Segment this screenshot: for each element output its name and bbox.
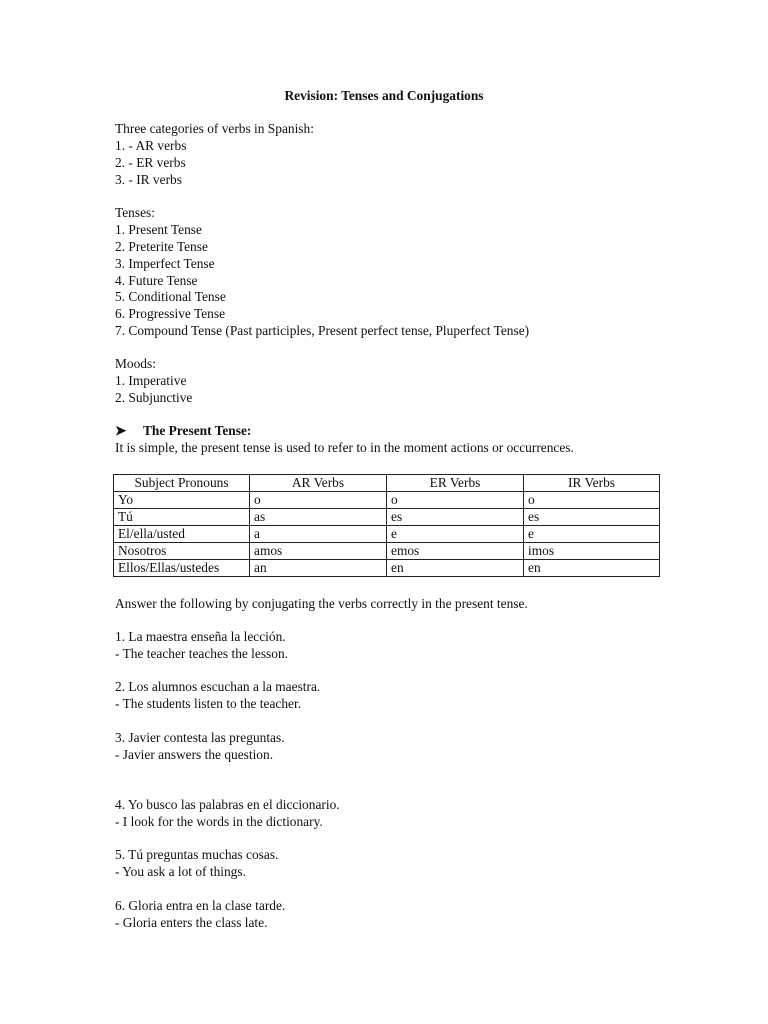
table-cell: emos — [387, 543, 524, 560]
table-header-cell: ER Verbs — [387, 475, 524, 492]
category-item: 2. - ER verbs — [115, 155, 186, 170]
exercise-english: - I look for the words in the dictionary. — [115, 814, 323, 829]
table-header-cell: AR Verbs — [250, 475, 387, 492]
exercise-spanish: 1. La maestra enseña la lección. — [115, 629, 286, 644]
tenses-label: Tenses: — [115, 205, 155, 220]
table-cell: El/ella/usted — [114, 526, 250, 543]
table-row — [114, 492, 660, 509]
table-row — [114, 543, 660, 560]
exercise-spanish: 4. Yo busco las palabras en el diccionario. — [115, 797, 340, 812]
exercise-english: - The students listen to the teacher. — [115, 696, 302, 711]
table-header-cell: Subject Pronouns — [114, 475, 250, 492]
exercise-english: - Javier answers the question. — [115, 747, 274, 762]
moods-label: Moods: — [115, 356, 156, 371]
table-cell: en — [387, 560, 524, 577]
category-item: 1. - AR verbs — [115, 138, 187, 153]
table-cell: e — [387, 526, 524, 543]
document-title: Revision: Tenses and Conjugations — [284, 88, 484, 103]
exercise-intro: Answer the following by conjugating the verbs correctly in the present tense. — [115, 596, 528, 611]
exercise-english: - You ask a lot of things. — [115, 864, 246, 879]
categories-intro: Three categories of verbs in Spanish: — [115, 121, 314, 136]
present-tense-heading-text: The Present Tense: — [143, 423, 252, 438]
table-cell: an — [250, 560, 387, 577]
table-cell: amos — [250, 543, 387, 560]
table-cell: es — [524, 509, 660, 526]
exercise-english: - The teacher teaches the lesson. — [115, 646, 289, 661]
category-item: 3. - IR verbs — [115, 172, 182, 187]
conjugation-table — [113, 474, 660, 577]
tense-item: 4. Future Tense — [115, 273, 198, 288]
table-cell: a — [250, 526, 387, 543]
table-row — [114, 509, 660, 526]
exercise-spanish: 2. Los alumnos escuchan a la maestra. — [115, 679, 321, 694]
table-cell: o — [524, 492, 660, 509]
table-row — [114, 560, 660, 577]
table-cell: Nosotros — [114, 543, 250, 560]
tense-item: 5. Conditional Tense — [115, 289, 226, 304]
table-cell: as — [250, 509, 387, 526]
tense-item: 2. Preterite Tense — [115, 239, 208, 254]
present-tense-description: It is simple, the present tense is used to refer to in the moment actions or occurrences. — [115, 440, 574, 455]
tense-item: 6. Progressive Tense — [115, 306, 226, 321]
arrow-bullet-icon: ➤ — [115, 423, 127, 438]
table-cell: Ellos/Ellas/ustedes — [114, 560, 250, 577]
table-header-cell: IR Verbs — [524, 475, 660, 492]
tense-item: 3. Imperfect Tense — [115, 256, 215, 271]
exercise-spanish: 5. Tú preguntas muchas cosas. — [115, 847, 279, 862]
table-row — [114, 526, 660, 543]
table-cell: es — [387, 509, 524, 526]
mood-item: 1. Imperative — [115, 373, 187, 388]
exercise-spanish: 3. Javier contesta las preguntas. — [115, 730, 285, 745]
table-cell: Yo — [114, 492, 250, 509]
table-cell: e — [524, 526, 660, 543]
table-cell: o — [387, 492, 524, 509]
table-cell: en — [524, 560, 660, 577]
table-cell: Tú — [114, 509, 250, 526]
tense-item: 7. Compound Tense (Past participles, Present perfect tense, Pluperfect Tense) — [115, 323, 530, 338]
table-cell: imos — [524, 543, 660, 560]
mood-item: 2. Subjunctive — [115, 390, 193, 405]
table-header-row — [114, 475, 660, 492]
tense-item: 1. Present Tense — [115, 222, 202, 237]
exercise-spanish: 6. Gloria entra en la clase tarde. — [115, 898, 286, 913]
table-cell: o — [250, 492, 387, 509]
present-tense-heading — [115, 423, 251, 440]
exercise-english: - Gloria enters the class late. — [115, 915, 268, 930]
